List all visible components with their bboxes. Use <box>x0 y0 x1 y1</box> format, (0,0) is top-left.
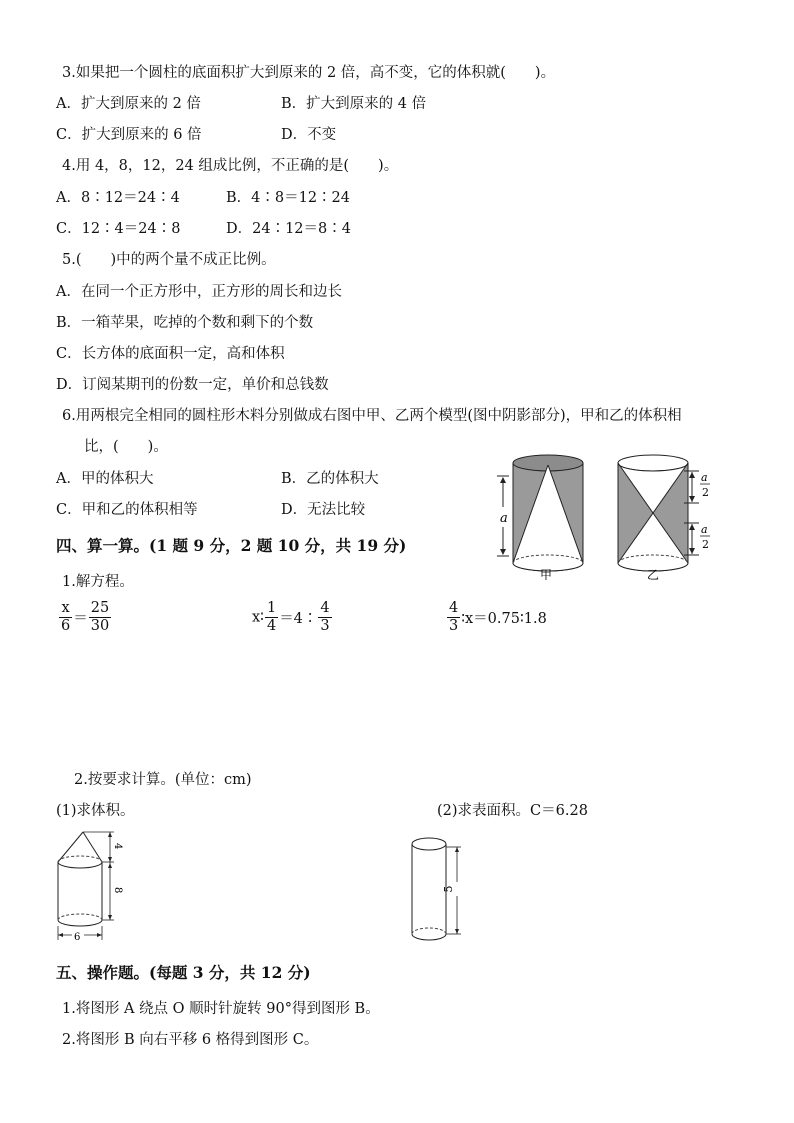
q4-option-c[interactable]: C．12∶4＝24∶8 <box>56 221 181 237</box>
section4-p2: 2.按要求计算。(单位：cm) <box>74 772 252 788</box>
tall-cylinder-figure <box>405 830 475 946</box>
section5-title: 五、操作题。(每题 3 分，共 12 分) <box>56 963 311 982</box>
q6-option-c[interactable]: C．甲和乙的体积相等 <box>56 502 198 518</box>
q4-option-d[interactable]: D．24∶12＝8∶4 <box>226 221 351 237</box>
eq2-frac-2: $\frac{4}{3}$ <box>320 600 330 634</box>
q4-option-a[interactable]: A．8∶12＝24∶4 <box>56 190 180 206</box>
q5-option-a[interactable]: A．在同一个正方形中，正方形的周长和边长 <box>56 284 342 300</box>
eq2-frac-1: $\frac{1}{4}$ <box>266 600 277 634</box>
q6-cylinder-models-figure <box>485 445 725 580</box>
equation-2: x∶ $\frac{1}{4}$ ＝4∶ $\frac{4}{3}$ <box>252 600 330 634</box>
q5-stem: 5.( )中的两个量不成正比例。 <box>62 252 276 268</box>
section5-p2: 2.将图形 B 向右平移 6 格得到图形 C。 <box>62 1032 319 1048</box>
cylinder-yi <box>618 455 710 580</box>
q5-option-c[interactable]: C．长方体的底面积一定，高和体积 <box>56 346 285 362</box>
q5-option-b[interactable]: B．一箱苹果，吃掉的个数和剩下的个数 <box>56 315 314 331</box>
q6-label-half-num-top: a <box>701 471 708 484</box>
eq3-frac: $\frac{4}{3}$ <box>449 600 459 634</box>
section4-title: 四、算一算。(1 题 9 分，2 题 10 分，共 19 分) <box>56 536 407 555</box>
q6-label-half-num-bottom: a <box>701 523 708 536</box>
q6-label-half-den-top: 2 <box>702 486 709 499</box>
q5-option-d[interactable]: D．订阅某期刊的份数一定，单价和总钱数 <box>56 377 329 393</box>
eq1-frac-left: $\frac{x}{6}$ <box>61 600 71 634</box>
cone-cylinder-figure <box>52 828 132 946</box>
q6-label-half-den-bottom: 2 <box>702 538 709 551</box>
q4-stem: 4.用 4，8，12，24 组成比例，不正确的是( )。 <box>62 158 399 174</box>
eq1-frac-right: $\frac{25}{30}$ <box>90 600 110 634</box>
q6-label-jia: 甲 <box>540 568 553 580</box>
q3-option-c[interactable]: C．扩大到原来的 6 倍 <box>56 127 202 143</box>
q6-option-b[interactable]: B．乙的体积大 <box>281 471 379 487</box>
q3-option-d[interactable]: D．不变 <box>281 127 337 143</box>
q6-stem-line1: 6.用两根完全相同的圆柱形木料分别做成右图中甲、乙两个模型(图中阴影部分)，甲和乙的体积相 <box>62 408 682 424</box>
q6-label-yi: 乙 <box>647 568 660 580</box>
section4-p2a: (1)求体积。 <box>56 803 135 819</box>
equation-3: $\frac{4}{3}$ ∶x＝0.75∶1.8 <box>449 600 547 634</box>
label-cone-height: 4 <box>112 843 123 850</box>
q6-option-a[interactable]: A．甲的体积大 <box>56 471 154 487</box>
cylinder-jia <box>497 455 583 580</box>
section4-p2b: (2)求表面积。C＝6.28 <box>437 803 588 819</box>
section4-p1: 1.解方程。 <box>62 574 134 590</box>
q4-option-b[interactable]: B．4∶8＝12∶24 <box>226 190 351 206</box>
label-diameter: 6 <box>74 932 81 943</box>
q3-option-a[interactable]: A．扩大到原来的 2 倍 <box>56 96 201 112</box>
q6-stem-line2: 比，( )。 <box>84 439 168 455</box>
q6-label-a: a <box>500 511 508 526</box>
section5-p1: 1.将图形 A 绕点 O 顺时针旋转 90°得到图形 B。 <box>62 1001 380 1017</box>
label-cylinder-height: 8 <box>112 887 123 894</box>
q3-option-b[interactable]: B．扩大到原来的 4 倍 <box>281 96 427 112</box>
label-cylinder-height-5: 5 <box>442 885 455 893</box>
q3-stem: 3.如果把一个圆柱的底面积扩大到原来的 2 倍，高不变，它的体积就( )。 <box>62 65 556 81</box>
q6-option-d[interactable]: D．无法比较 <box>281 502 366 518</box>
equation-1: $\frac{x}{6}$ ＝ $\frac{25}{30}$ <box>61 600 110 634</box>
